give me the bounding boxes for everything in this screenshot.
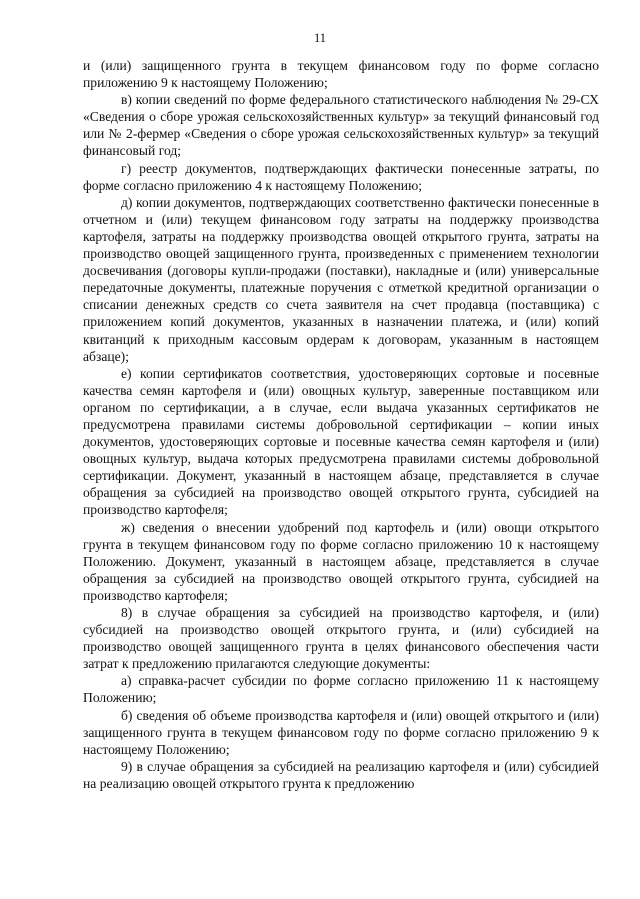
page-number: 11 bbox=[313, 31, 327, 45]
paragraph-item-e: е) копии сертификатов соответствия, удостоверяющих сортовые и посевные качества семян картофеля и (или) овощных культур, заверенные поставщиком или органом по сертификации, а в случае, если выдача указанных сертификатов не предусмотрена правилами системы добровольной сертификации – копии иных документов, удостоверяющих сортовые и посевные качества семян картофеля и (или) овощных культур, выдача которых предусмотрена правилами системы добровольной сертификации. Документ, указанный в настоящем абзаце, представляется в случае обращения за субсидией на производство овощей открытого грунта, субсидией на производство картофеля; bbox=[83, 365, 599, 518]
paragraph-continuation: и (или) защищенного грунта в текущем финансовом году по форме согласно приложению 9 к настоящему Положению; bbox=[83, 58, 599, 91]
paragraph-item-v: в) копии сведений по форме федерального статистического наблюдения № 29-СХ «Сведения о сборе урожая сельскохозяйственных культур» за текущий финансовый год или № 2-фермер «Сведения о сборе урожая сельскохозяйственных культур» за текущий финансовый год; bbox=[83, 92, 599, 159]
paragraph-item-zh: ж) сведения о внесении удобрений под картофель и (или) овощи открытого грунта в текущем финансовом году по форме согласно приложению 10 к настоящему Положению. Документ, указанный в настоящем абзаце, представляется в случае обращения за субсидией на производство овощей открытого грунта, субсидией на производство картофеля; bbox=[83, 519, 599, 603]
paragraph-item-b: б) сведения об объеме производства картофеля и (или) овощей открытого и (или) защищенного грунта в текущем финансовом году по форме согласно приложению 9 к настоящему Положению; bbox=[83, 707, 599, 757]
paragraph-item-a: а) справка-расчет субсидии по форме согласно приложению 11 к настоящему Положению; bbox=[83, 673, 599, 706]
paragraph-item-g: г) реестр документов, подтверждающих фактически понесенные затраты, по форме согласно приложению 4 к настоящему Положению; bbox=[83, 160, 599, 193]
paragraph-item-d: д) копии документов, подтверждающих соответственно фактически понесенные в отчетном и (или) текущем финансовом году затраты на поддержку производства картофеля, затраты на поддержку производства овощей открытого грунта, затраты на производство овощей защищенного грунта, произведенных с применением технологии досвечивания (договоры купли-продажи (поставки), накладные и (или) универсальные передаточные документы, платежные поручения с отметкой кредитной организации о списании денежных средств со счета заявителя на счет продавца (поставщика) с приложением копий документов, указанных в назначении платежа, и (или) копий квитанций к приходным кассовым ордерам к договорам, указанным в настоящем абзаце); bbox=[83, 194, 599, 364]
paragraph-section-9: 9) в случае обращения за субсидией на реализацию картофеля и (или) субсидией на реализацию овощей открытого грунта к предложению bbox=[83, 758, 599, 791]
document-body bbox=[83, 57, 599, 792]
paragraph-section-8: 8) в случае обращения за субсидией на производство картофеля, и (или) субсидией на производство овощей открытого грунта, и (или) субсидией на производство овощей защищенного грунта в целях финансового обеспечения части затрат к предложению прилагаются следующие документы: bbox=[83, 605, 599, 672]
